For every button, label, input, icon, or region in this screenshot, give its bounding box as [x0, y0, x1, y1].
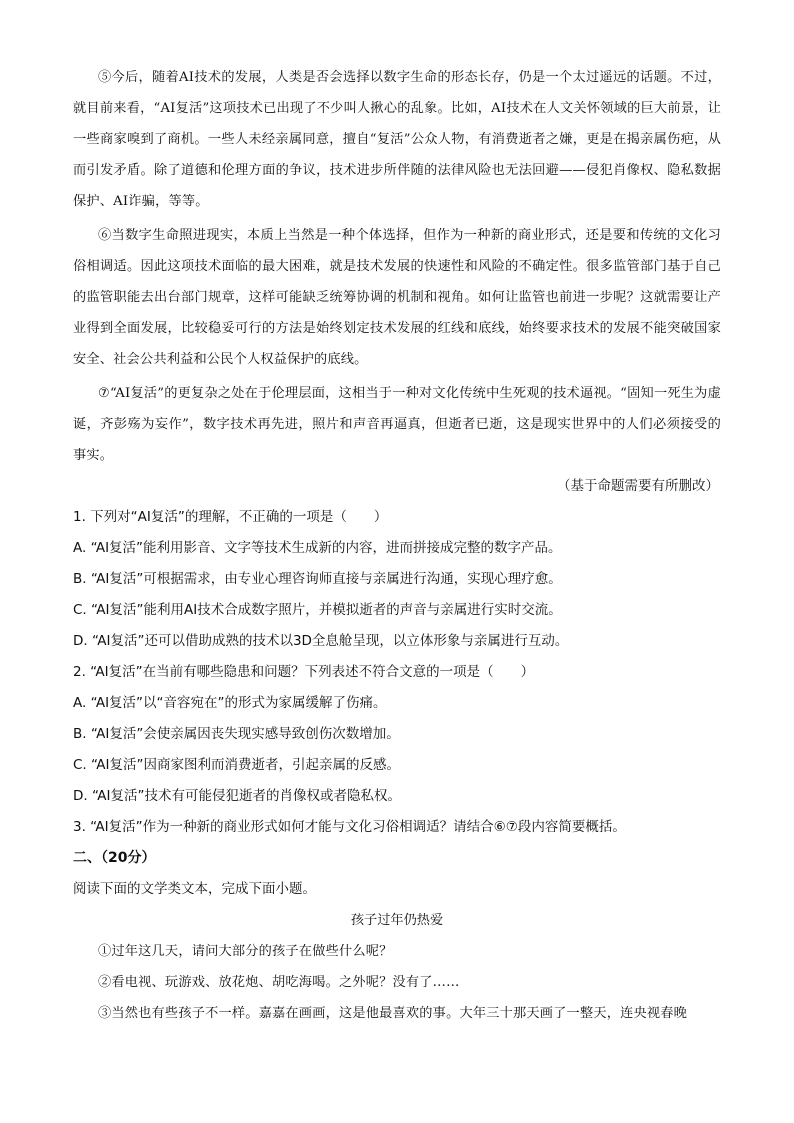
question-1: 1. 下列对“AI复活”的理解，不正确的一项是（ ） — [73, 509, 388, 525]
question-1-option-a: A. “AI复活”能利用影音、文字等技术生成新的内容，进而拼接成完整的数字产品。 — [73, 540, 562, 556]
question-3: 3. “AI复活”作为一种新的商业形式如何才能与文化习俗相调适？请结合⑥⑦段内容简要概括。 — [73, 819, 626, 835]
question-1-option-d: D. “AI复活”还可以借助成熟的技术以3D全息舱呈现，以立体形象与亲属进行互动。 — [73, 633, 569, 649]
question-1-option-c: C. “AI复活”能利用AI技术合成数字照片，并模拟逝者的声音与亲属进行实时交流。 — [73, 602, 562, 618]
page-content — [73, 62, 721, 1029]
paragraph-5-text: ⑤今后，随着AI技术的发展，人类是否会选择以数字生命的形态长存，仍是一个太过遥远的话题。不过，就目前来看，“AI复活”这项技术已出现了不少叫人揪心的乱象。比如，AI技术在人文关怀领域的巨大前景，让一些商家嗅到了商机。一些人未经亲属同意，擅自“复活”公众人物，有消费逝者之嫌，更是在揭亲属伤疤，从而引发矛盾。除了道德和伦理方面的争议，技术进步所伴随的法律风险也无法回避——侵犯肖像权、隐私数据保护、AI诈骗，等等。 — [73, 70, 721, 209]
story-paragraph-1 — [73, 936, 721, 967]
paragraph-6-text: ⑥当数字生命照进现实，本质上当然是一种个体选择，但作为一种新的商业形式，还是要和传统的文化习俗相调适。因此这项技术面临的最大困难，就是技术发展的快速性和风险的不确定性。很多监管部门基于自己的监管职能去出台部门规章，这样可能缺乏统筹协调的机制和视角。如何让监管也前进一步呢？这就需要让产业得到全面发展，比较稳妥可行的方法是始终划定技术发展的红线和底线，始终要求技术的发展不能突破国家安全、社会公共利益和公民个人权益保护的底线。 — [73, 228, 721, 367]
story-paragraph-3 — [73, 998, 721, 1029]
question-2-option-a: A. “AI复活”以“音容宛在”的形式为家属缓解了伤痛。 — [73, 695, 387, 711]
story-paragraph-3-text: ③当然也有些孩子不一样。嘉嘉在画画，这是他最喜欢的事。大年三十那天画了一整天，连央视春晚 — [98, 1006, 688, 1021]
question-1-option-b: B. “AI复活”可根据需求，由专业心理咨询师直接与亲属进行沟通，实现心理疗愈。 — [73, 571, 562, 587]
passage-paragraph-5 — [73, 62, 721, 217]
paragraph-7-text: ⑦“AI复活”的更复杂之处在于伦理层面，这相当于一种对文化传统中生死观的技术逼视。“固知一死生为虚诞，齐彭殇为妄作”，数字技术再先进，照片和声音再逼真，但逝者已逝，这是现实世界中的人们必须接受的事实。 — [73, 386, 721, 463]
question-2: 2. “AI复活”在当前有哪些隐患和问题？下列表述不符合文意的一项是（ ） — [73, 664, 535, 680]
passage-paragraph-6 — [73, 220, 721, 375]
story-paragraph-2-text: ②看电视、玩游戏、放花炮、胡吃海喝。之外呢？没有了…… — [98, 975, 460, 990]
passage-paragraph-7 — [73, 378, 721, 471]
question-2-option-c: C. “AI复活”因商家图利而消费逝者，引起亲属的反感。 — [73, 757, 400, 773]
story-paragraph-1-text: ①过年这几天，请问大部分的孩子在做些什么呢？ — [98, 944, 393, 959]
section-2-heading: 二、（20分） — [73, 850, 156, 866]
story-title: 孩子过年仍热爱 — [350, 913, 444, 928]
source-note: （基于命题需要有所删改） — [557, 478, 719, 494]
story-paragraph-2 — [73, 967, 721, 998]
question-2-option-d: D. “AI复活”技术有可能侵犯逝者的肖像权或者隐私权。 — [73, 788, 401, 804]
section-2-instruction: 阅读下面的文学类文本，完成下面小题。 — [73, 881, 316, 897]
question-2-option-b: B. “AI复活”会使亲属因丧失现实感导致创伤次数增加。 — [73, 726, 400, 742]
